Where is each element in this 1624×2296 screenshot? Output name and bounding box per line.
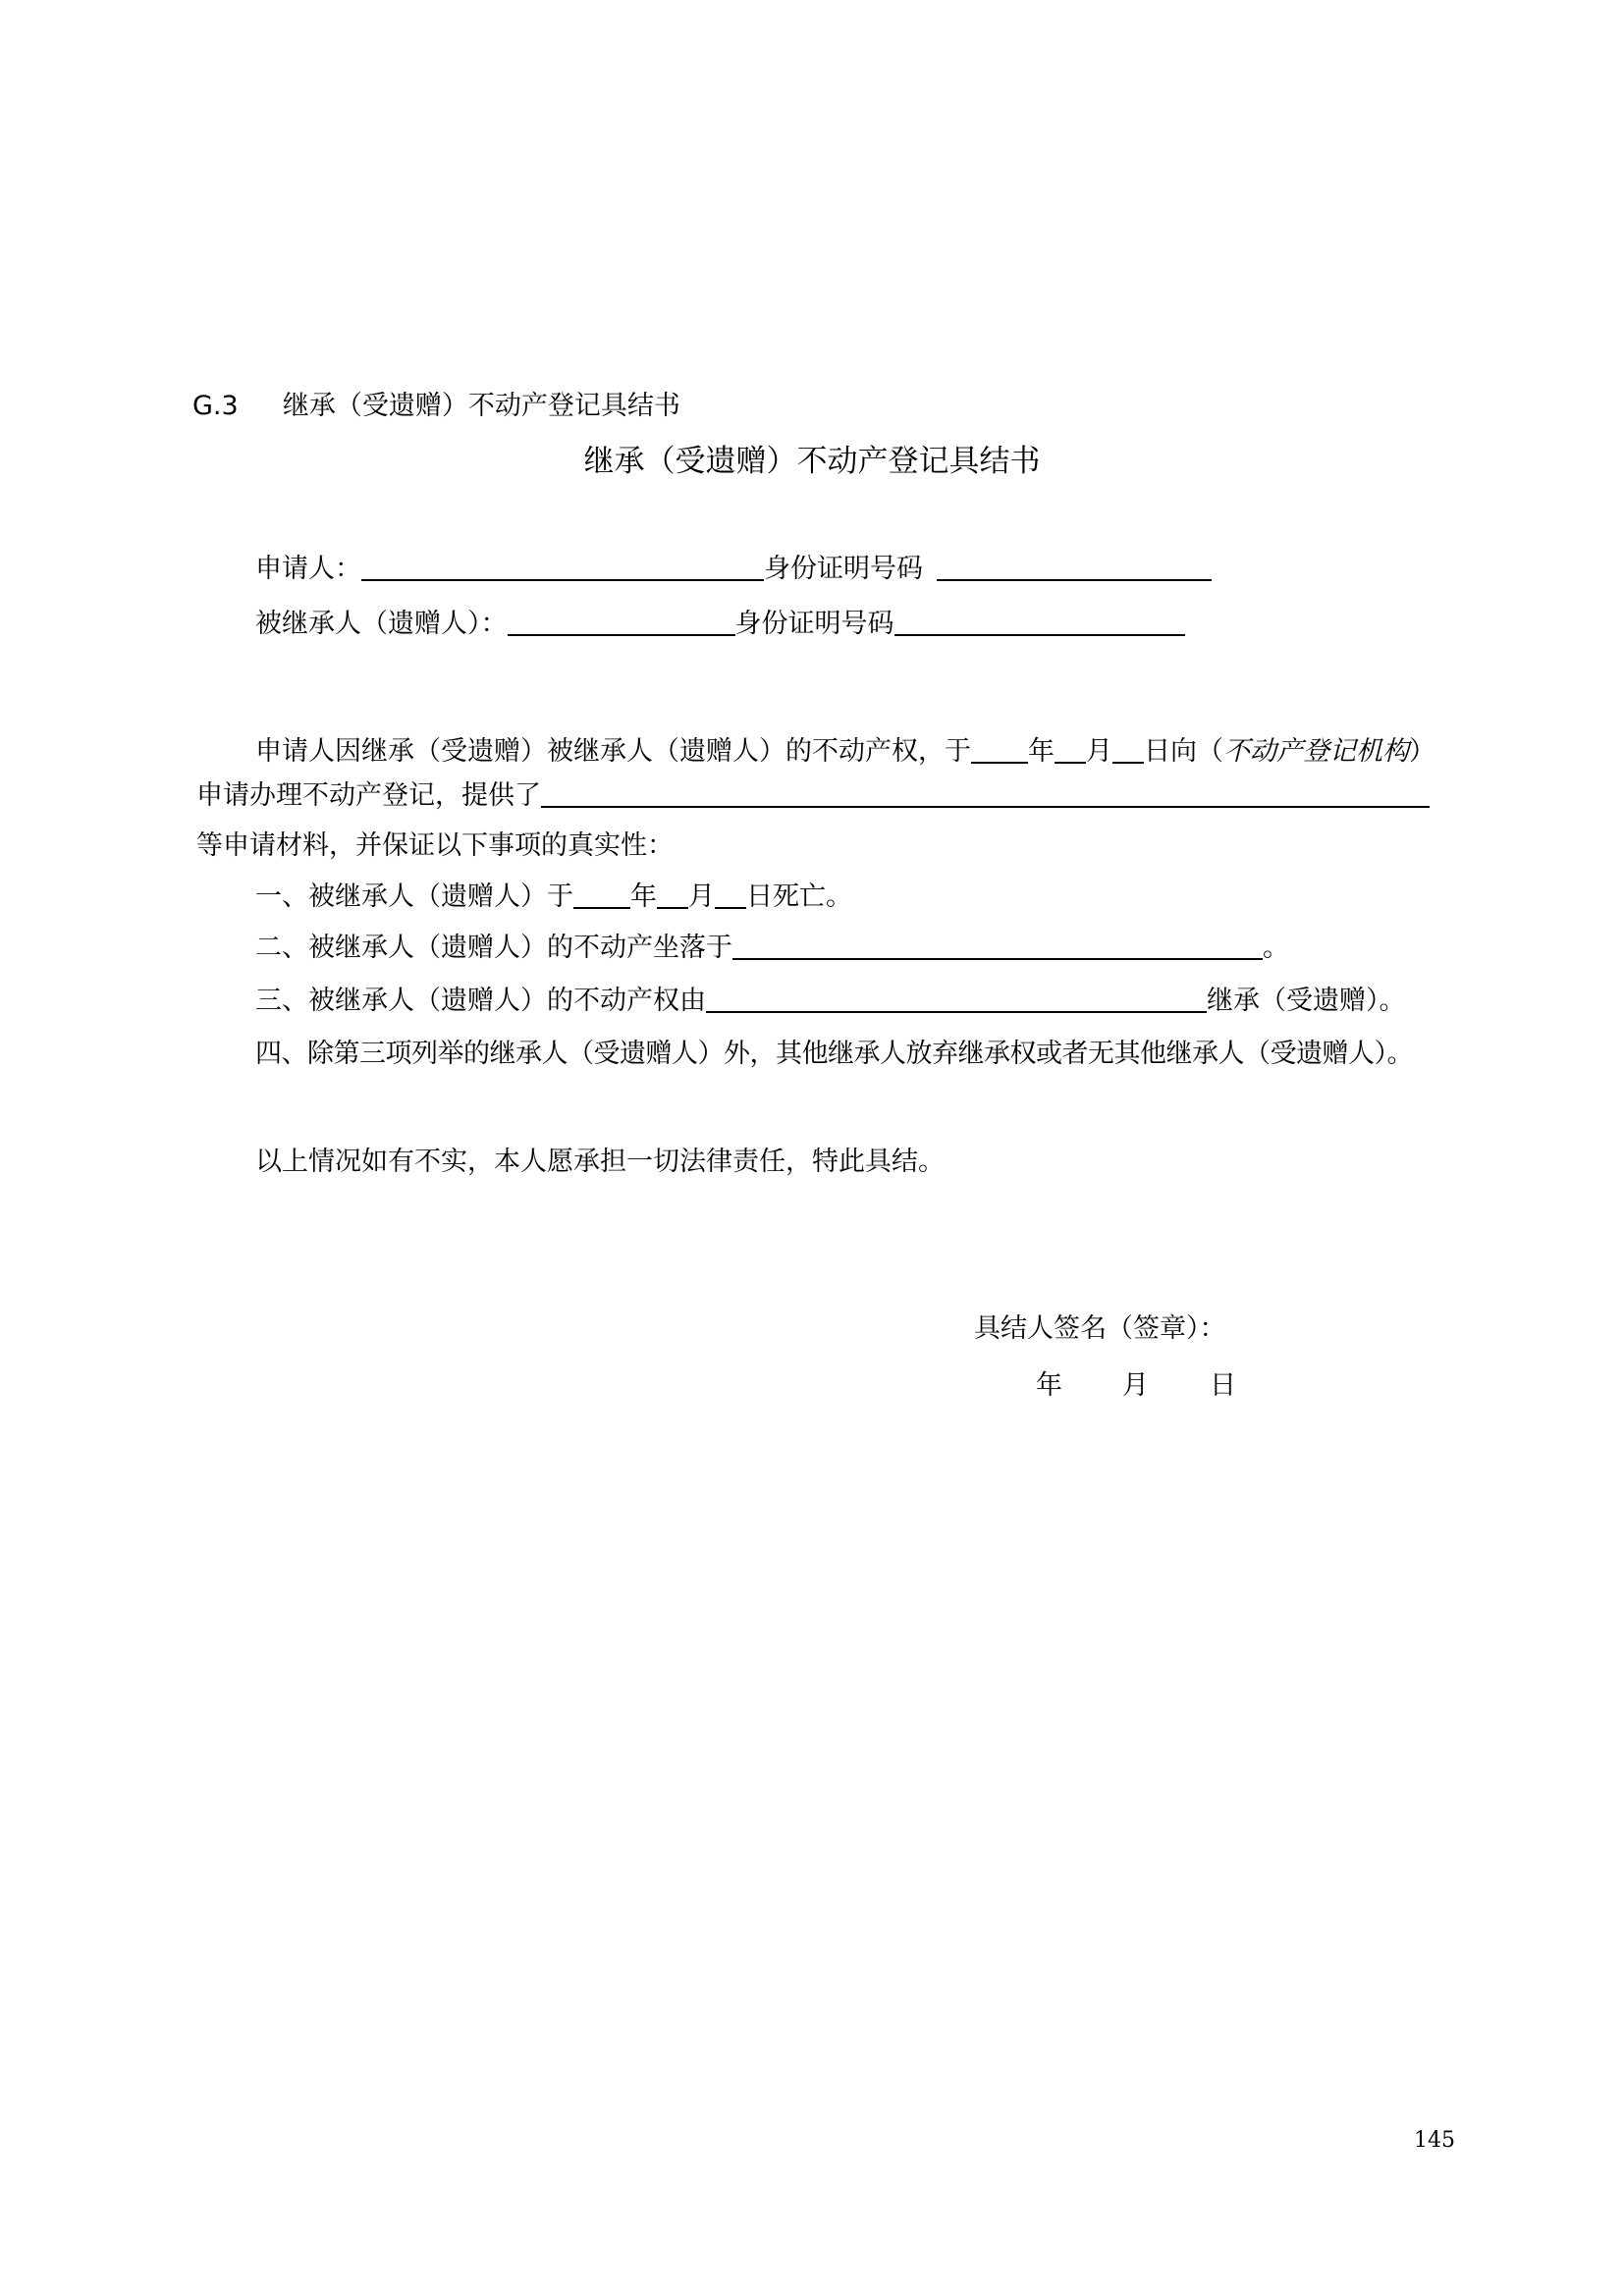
item-3-suffix: 继承（受遗赠）。 (1207, 986, 1406, 1016)
item-1-day-label: 日死亡。 (746, 881, 852, 912)
applicant-id-label: 身份证明号码 (764, 554, 923, 584)
declaration: 以上情况如有不实，本人愿承担一切法律责任，特此具结。 (255, 1147, 945, 1177)
item-3-text: 三、被继承人（遗赠人）的不动产权由 (255, 986, 706, 1016)
applicant-label: 申请人： (255, 554, 361, 584)
item-3 (255, 988, 1406, 1014)
item-1-month-label: 月 (688, 881, 715, 912)
statement-month-label: 月 (1086, 736, 1112, 767)
decedent-id-field[interactable] (894, 611, 1185, 636)
statement-text-1: 申请人因继承（受遗赠）被继承人（遗赠人）的不动产权，于 (255, 736, 971, 767)
applicant-id-field[interactable] (937, 556, 1212, 581)
death-year-field[interactable] (573, 883, 630, 909)
apply-month-field[interactable] (1055, 738, 1086, 764)
heir-field[interactable] (706, 988, 1207, 1013)
item-1 (255, 883, 852, 910)
item-2 (255, 934, 1289, 961)
applicant-name-field[interactable] (361, 556, 764, 581)
decedent-label: 被继承人（遗赠人）： (255, 609, 508, 639)
document-title: 继承（受遗赠）不动产登记具结书 (583, 444, 1041, 479)
apply-year-field[interactable] (971, 738, 1028, 764)
section-heading-text: 继承（受遗赠）不动产登记具结书 (282, 391, 680, 421)
decedent-line (255, 611, 1185, 637)
item-2-text: 二、被继承人（遗赠人）的不动产坐落于 (255, 933, 732, 963)
signature-date-day: 日 (1210, 1370, 1236, 1401)
section-heading (192, 393, 680, 419)
signature-date-year: 年 (1036, 1370, 1062, 1401)
statement-text-2: 申请办理不动产登记，提供了 (196, 780, 541, 811)
death-day-field[interactable] (715, 883, 746, 909)
decedent-id-label: 身份证明号码 (734, 609, 894, 639)
statement-line-1 (255, 738, 1435, 765)
materials-field[interactable] (541, 782, 1430, 808)
statement-year-label: 年 (1028, 736, 1055, 767)
item-4: 四、除第三项列举的继承人（受遗赠人）外，其他继承人放弃继承权或者无其他继承人（受遗赠人）。 (255, 1039, 1413, 1069)
statement-close-paren: ） (1409, 736, 1435, 767)
statement-line-3: 等申请材料，并保证以下事项的真实性： (196, 830, 674, 861)
statement-line-2 (196, 782, 1430, 809)
item-2-period: 。 (1263, 933, 1289, 963)
signature-date-month: 月 (1122, 1370, 1149, 1401)
decedent-name-field[interactable] (508, 611, 735, 636)
signature-label: 具结人签名（签章）： (974, 1313, 1226, 1344)
death-month-field[interactable] (657, 883, 688, 909)
item-1-text: 一、被继承人（遗赠人）于 (255, 881, 573, 912)
apply-day-field[interactable] (1112, 738, 1144, 764)
statement-day-label: 日向（ (1144, 736, 1223, 767)
registration-institution: 不动产登记机构 (1223, 736, 1409, 767)
item-1-year-label: 年 (630, 881, 657, 912)
applicant-line (255, 556, 1212, 582)
property-location-field[interactable] (732, 934, 1263, 960)
section-number: G.3 (192, 391, 239, 421)
page-number: 145 (1414, 2128, 1455, 2153)
